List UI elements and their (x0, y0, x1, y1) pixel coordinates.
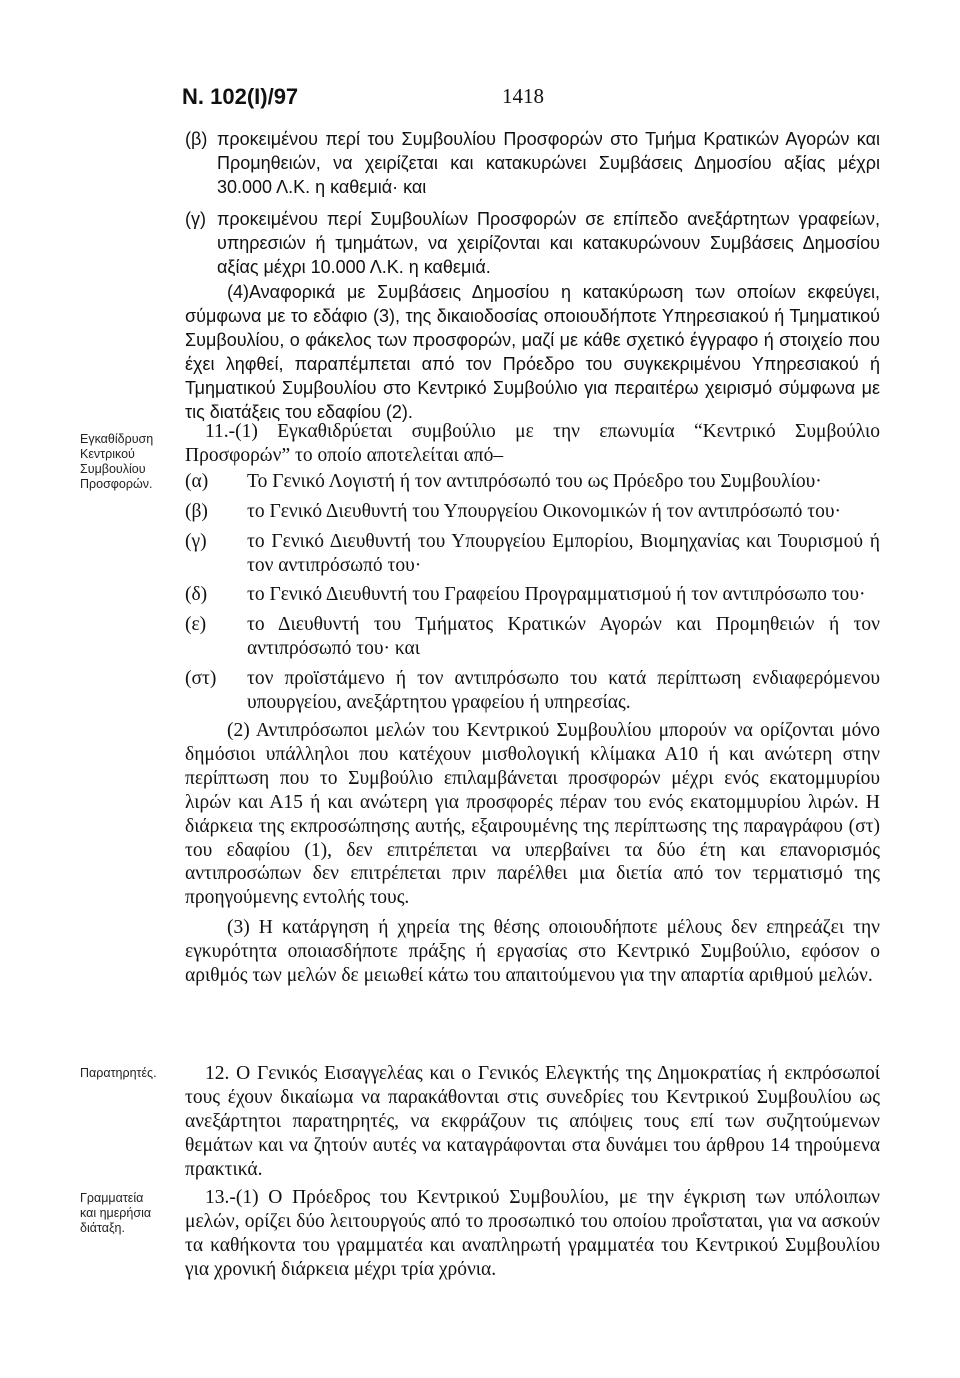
item-text: το Γενικό Διευθυντή του Υπουργείου Οικονομικών ή τον αντιπρόσωπό του· (247, 500, 842, 522)
page-header (182, 84, 782, 114)
item-text: το Γενικό Διευθυντή του Υπουργείου Εμπορίου, Βιομηχανίας και Τουρισμού ή τον αντιπρόσωπό του· (247, 530, 880, 576)
section-11 (185, 420, 880, 988)
item-label: (α) (185, 470, 209, 492)
list-item (185, 613, 880, 661)
section-13-text: 13.-(1) Ο Πρόεδρος του Κεντρικού Συμβουλίου, με την έγκριση των υπόλοιπων μελών, ορίζει δύο λειτουργούς από το προσωπικό του οποίου προΐσταται, για να ασκούν τα καθήκοντα του γραμματέα και αναπληρωτή γραμματέα του Κεντρικού Συμβουλίου για χρονική διάρκεια μέχρι τρία χρόνια. (185, 1187, 880, 1280)
item-text: προκειμένου περί του Συμβουλίου Προσφορών στο Τμήμα Κρατικών Αγορών και Προμηθειών, να χειρίζεται και κατακυρώνει Συμβάσεις Δημοσίου αξίας μέχρι 30.000 Λ.Κ. η καθεμιά· και (217, 129, 880, 197)
item-label: (β) (185, 500, 208, 522)
item-label: (στ) (185, 668, 217, 690)
item-label: (ε) (185, 614, 207, 636)
list-item (185, 500, 880, 524)
section-11-para-2: (2) Αντιπρόσωποι μελών του Κεντρικού Συμβουλίου μπορούν να ορίζονται μόνο δημόσιοι υπάλληλοι που κατέχουν μισθολογική κλίμακα Α10 ή και ανώτερη στην περίπτωση που το Συμβούλιο επιλαμβάνεται προσφορών μέχρι ενός εκατομμυρίου λιρών και Α15 ή και ανώτερη για προσφορές πέραν του ενός εκατομμυρίου λιρών. Η διάρκεια της εκπροσώπησης αυτής, εξαιρουμένης της περίπτωσης της παραγράφου (στ) του εδαφίου (1), δεν επιτρέπεται να υπερβαίνει τα δύο έτη και επανορισμός αντιπροσώπων δεν επιτρέπεται πριν παρέλθει μια διετία από τον τερματισμό της προηγούμενης εντολής τους. (185, 719, 880, 909)
section-13 (185, 1186, 880, 1282)
section-11-para-3: (3) Η κατάργηση ή χηρεία της θέσης οποιουδήποτε μέλους δεν επηρεάζει την εγκυρότητα οποιασδήποτε πράξης ή εργασίας στο Κεντρικό Συμβούλιο, εφόσον ο αριθμός των μελών δε μειωθεί κάτω του απαιτούμενου για την απαρτία αριθμού μελών. (185, 917, 880, 987)
list-item (185, 530, 880, 578)
item-label: (γ) (185, 530, 207, 552)
list-item (185, 470, 880, 494)
list-item (185, 583, 880, 607)
item-text: το Γενικό Διευθυντή του Γραφείου Προγραμματισμού ή τον αντιπρόσωπο του· (247, 584, 866, 606)
section-11-items (185, 470, 880, 715)
list-item (185, 667, 880, 715)
item-text: το Διευθυντή του Τμήματος Κρατικών Αγορών και Προμηθειών ή τον αντιπρόσωπό του· και (247, 614, 880, 660)
paragraph-4 (185, 281, 880, 424)
section-11-intro: 11.-(1) Εγκαθιδρύεται συμβούλιο με την επωνυμία “Κεντρικό Συμβούλιο Προσφορών” το οποίο αποτελείται από– (185, 421, 880, 466)
paragraph-text: (4)Αναφορικά με Συμβάσεις Δημοσίου η κατακύρωση των οποίων εκφεύγει, σύμφωνα με το εδάφιο (3), της δικαιοδοσίας οποιουδήποτε Υπηρεσιακού ή Τμηματικού Συμβουλίου, ο φάκελος των προσφορών, μαζί με κάθε σχετικό έγγραφο ή στοιχείο που έχει ληφθεί, παραπέμπεται από τον Πρόεδρο του συγκεκριμένου Υπηρεσιακού ή Τμηματικού Συμβουλίου στο Κεντρικό Συμβούλιο για περαιτέρω χειρισμό σύμφωνα με τις διατάξεις του εδαφίου (2). (185, 282, 880, 422)
margin-note-observers (80, 1066, 180, 1081)
margin-note-line: Κεντρικού (80, 447, 135, 461)
item-text: τον προϊστάμενο ή τον αντιπρόσωπο του κατά περίπτωση ενδιαφερόμενου υπουργείου, ανεξάρτητου γραφείου ή υπηρεσίας. (247, 668, 880, 714)
page-number: 1418 (502, 84, 544, 108)
margin-note-line: και ημερήσια (80, 1206, 152, 1220)
margin-note-line: Προσφορών. (80, 477, 153, 491)
top-items (185, 128, 880, 279)
margin-note-line: Γραμματεία (80, 1191, 144, 1205)
margin-note-line: διάταξη. (80, 1221, 125, 1235)
item-label: (δ) (185, 584, 208, 606)
section-12-text: 12. Ο Γενικός Εισαγγελέας και ο Γενικός Ελεγκτής της Δημοκρατίας ή εκπρόσωποί τους έχουν δικαίωμα να παρακάθονται στις συνεδρίες του Κεντρικού Συμβουλίου ως ανεξάρτητοι παρατηρητές, να εκφράζουν τις απόψεις τους επί των συζητούμενων θεμάτων και να ζητούν αυτές να καταγράφονται στα δυνάμει του άρθρου 14 τηρούμενα πρακτικά. (185, 1063, 880, 1180)
law-number: Ν. 102(Ι)/97 (182, 84, 299, 109)
margin-note-line: Συμβουλίου (80, 462, 146, 476)
margin-note-secretariat (80, 1191, 180, 1236)
section-12 (185, 1062, 880, 1182)
item-label: (γ) (185, 208, 206, 229)
margin-note-establishment (80, 432, 180, 492)
list-item (185, 128, 880, 200)
item-label: (β) (185, 129, 208, 149)
margin-note-line: Παρατηρητές. (80, 1066, 157, 1080)
list-item (185, 208, 880, 280)
item-text: προκειμένου περί Συμβουλίων Προσφορών σε επίπεδο ανεξάρτητων γραφείων, υπηρεσιών ή τμημάτων, να χειρίζονται και κατακυρώνουν Συμβάσεις Δημοσίου αξίας μέχρι 10.000 Λ.Κ. η καθεμιά. (217, 208, 880, 277)
margin-note-line: Εγκαθίδρυση (80, 432, 154, 446)
item-text: Το Γενικό Λογιστή ή τον αντιπρόσωπό του ως Πρόεδρο του Συμβουλίου· (247, 470, 822, 492)
